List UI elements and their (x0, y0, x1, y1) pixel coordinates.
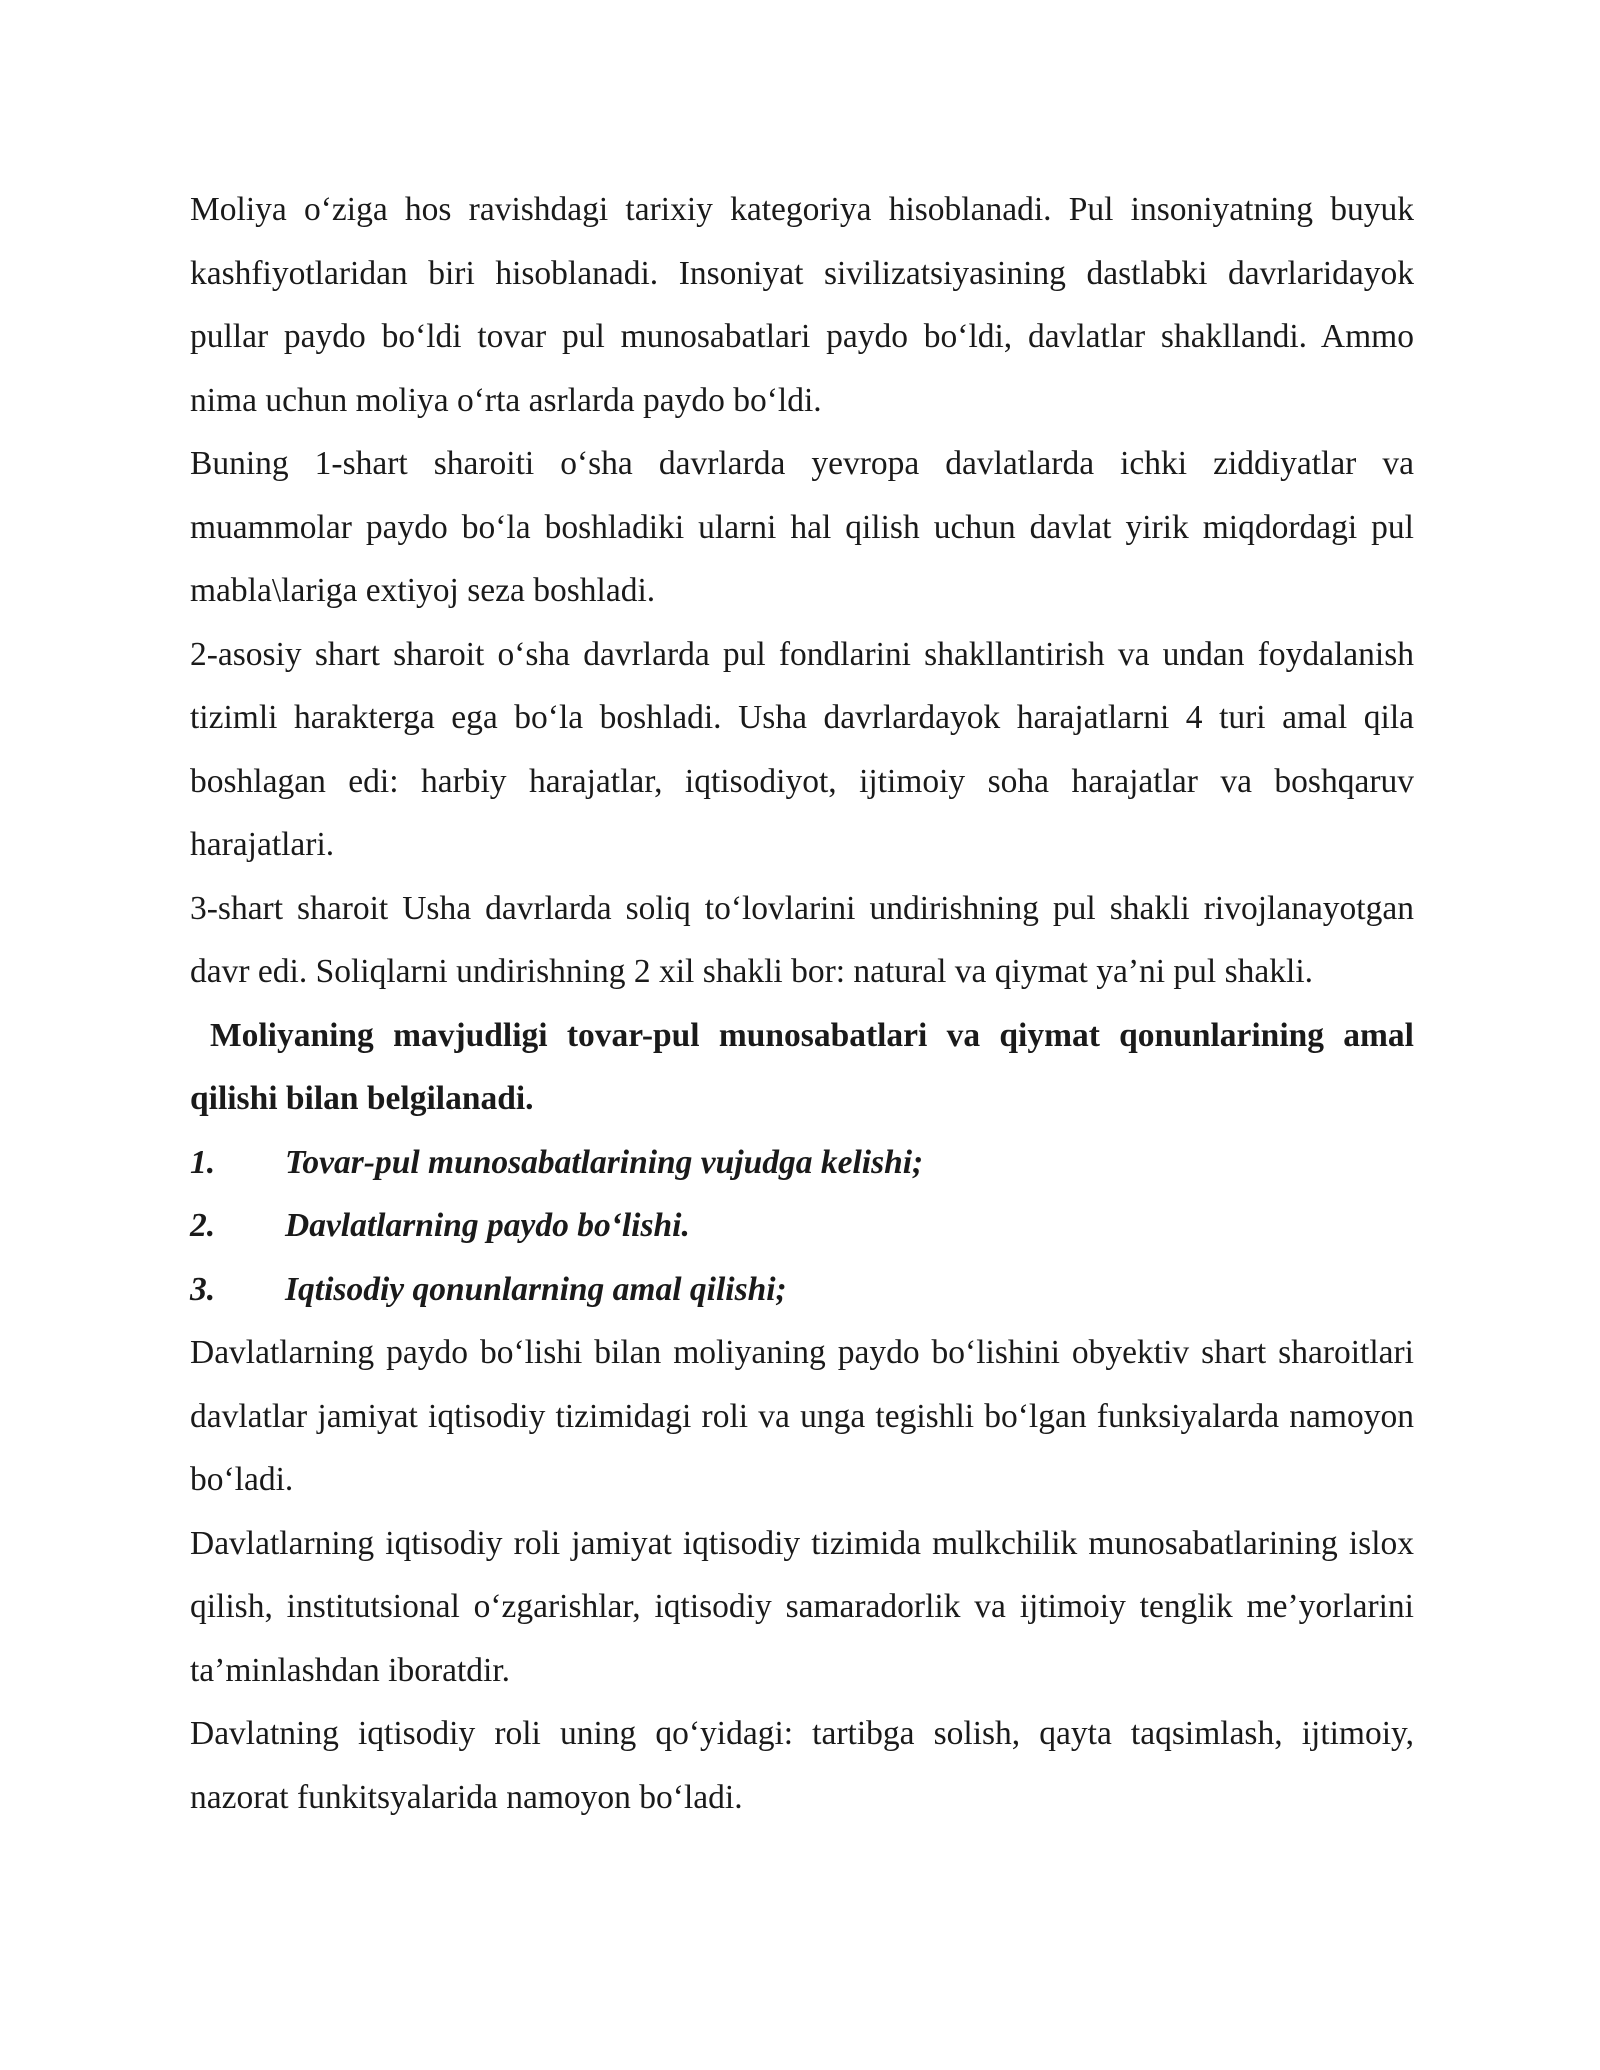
paragraph-4: 3-shart sharoit Usha davrlarda soliq to‘lovlarini undirishning pul shakli rivojlanayotgan davr edi. Soliqlarni undirishning 2 xil shakli bor: natural va qiymat ya’ni pul shakli. (190, 889, 1414, 990)
paragraph-3: 2-asosiy shart sharoit o‘sha davrlarda pul fondlarini shakllantirish va undan foydalanish tizimli harakterga ega bo‘la boshladi. Usha davrlardayok harajatlarni 4 turi amal qila boshlagan edi: harbiy harajatlar, iqtisodiyot, ijtimoiy soha harajatlar va boshqaruv harajatlari. (190, 635, 1414, 863)
list-item-text: Iqtisodiy qonunlarning amal qilishi; (285, 1270, 787, 1308)
paragraph-1: Moliya o‘ziga hos ravishdagi tarixiy kategoriya hisoblanadi. Pul insoniyatning buyuk kashfiyotlaridan biri hisoblanadi. Insoniyat sivilizatsiyasining dastlabki davrlaridayok pullar paydo bo‘ldi tovar pul munosabatlari paydo bo‘ldi, davlatlar shakllandi. Ammo nima uchun moliya o‘rta asrlarda paydo bo‘ldi. (190, 191, 1414, 419)
list-item (190, 1258, 1414, 1322)
closing-paragraph-3: Davlatning iqtisodiy roli uning qo‘yidagi: tartibga solish, qayta taqsimlash, ijtimoiy, nazorat funkitsyalarida namoyon bo‘ladi. (190, 1715, 1414, 1816)
list-item (190, 1194, 1414, 1258)
closing-paragraph-1: Davlatlarning paydo bo‘lishi bilan moliyaning paydo bo‘lishini obyektiv shart sharoitlari davlatlar jamiyat iqtisodiy tizimidagi roli va unga tegishli bo‘lgan funksiyalarda namoyon bo‘ladi. (190, 1334, 1414, 1498)
list-item (190, 1131, 1414, 1195)
list-item-text: Tovar-pul munosabatlarining vujudga kelishi; (285, 1143, 924, 1181)
list-item-number: 1. (190, 1143, 216, 1181)
list-item-number: 3. (190, 1270, 216, 1308)
paragraph-2: Buning 1-shart sharoiti o‘sha davrlarda yevropa davlatlarda ichki ziddiyatlar va muammolar paydo bo‘la boshladiki ularni hal qilish uchun davlat yirik miqdordagi pul mabla\lariga extiyoj seza boshladi. (190, 445, 1414, 609)
document-page (190, 178, 1414, 1829)
list-item-text: Davlatlarning paydo bo‘lishi. (285, 1207, 690, 1244)
list-item-number: 2. (190, 1207, 216, 1244)
bold-statement: Moliyaning mavjudligi tovar-pul munosabatlari va qiymat qonunlarining amal qilishi bilan belgilanadi. (190, 1016, 1414, 1117)
closing-paragraph-2: Davlatlarning iqtisodiy roli jamiyat iqtisodiy tizimida mulkchilik munosabatlarining islox qilish, institutsional o‘zgarishlar, iqtisodiy samaradorlik va ijtimoiy tenglik me’yorlarini ta’minlashdan iboratdir. (190, 1524, 1414, 1689)
